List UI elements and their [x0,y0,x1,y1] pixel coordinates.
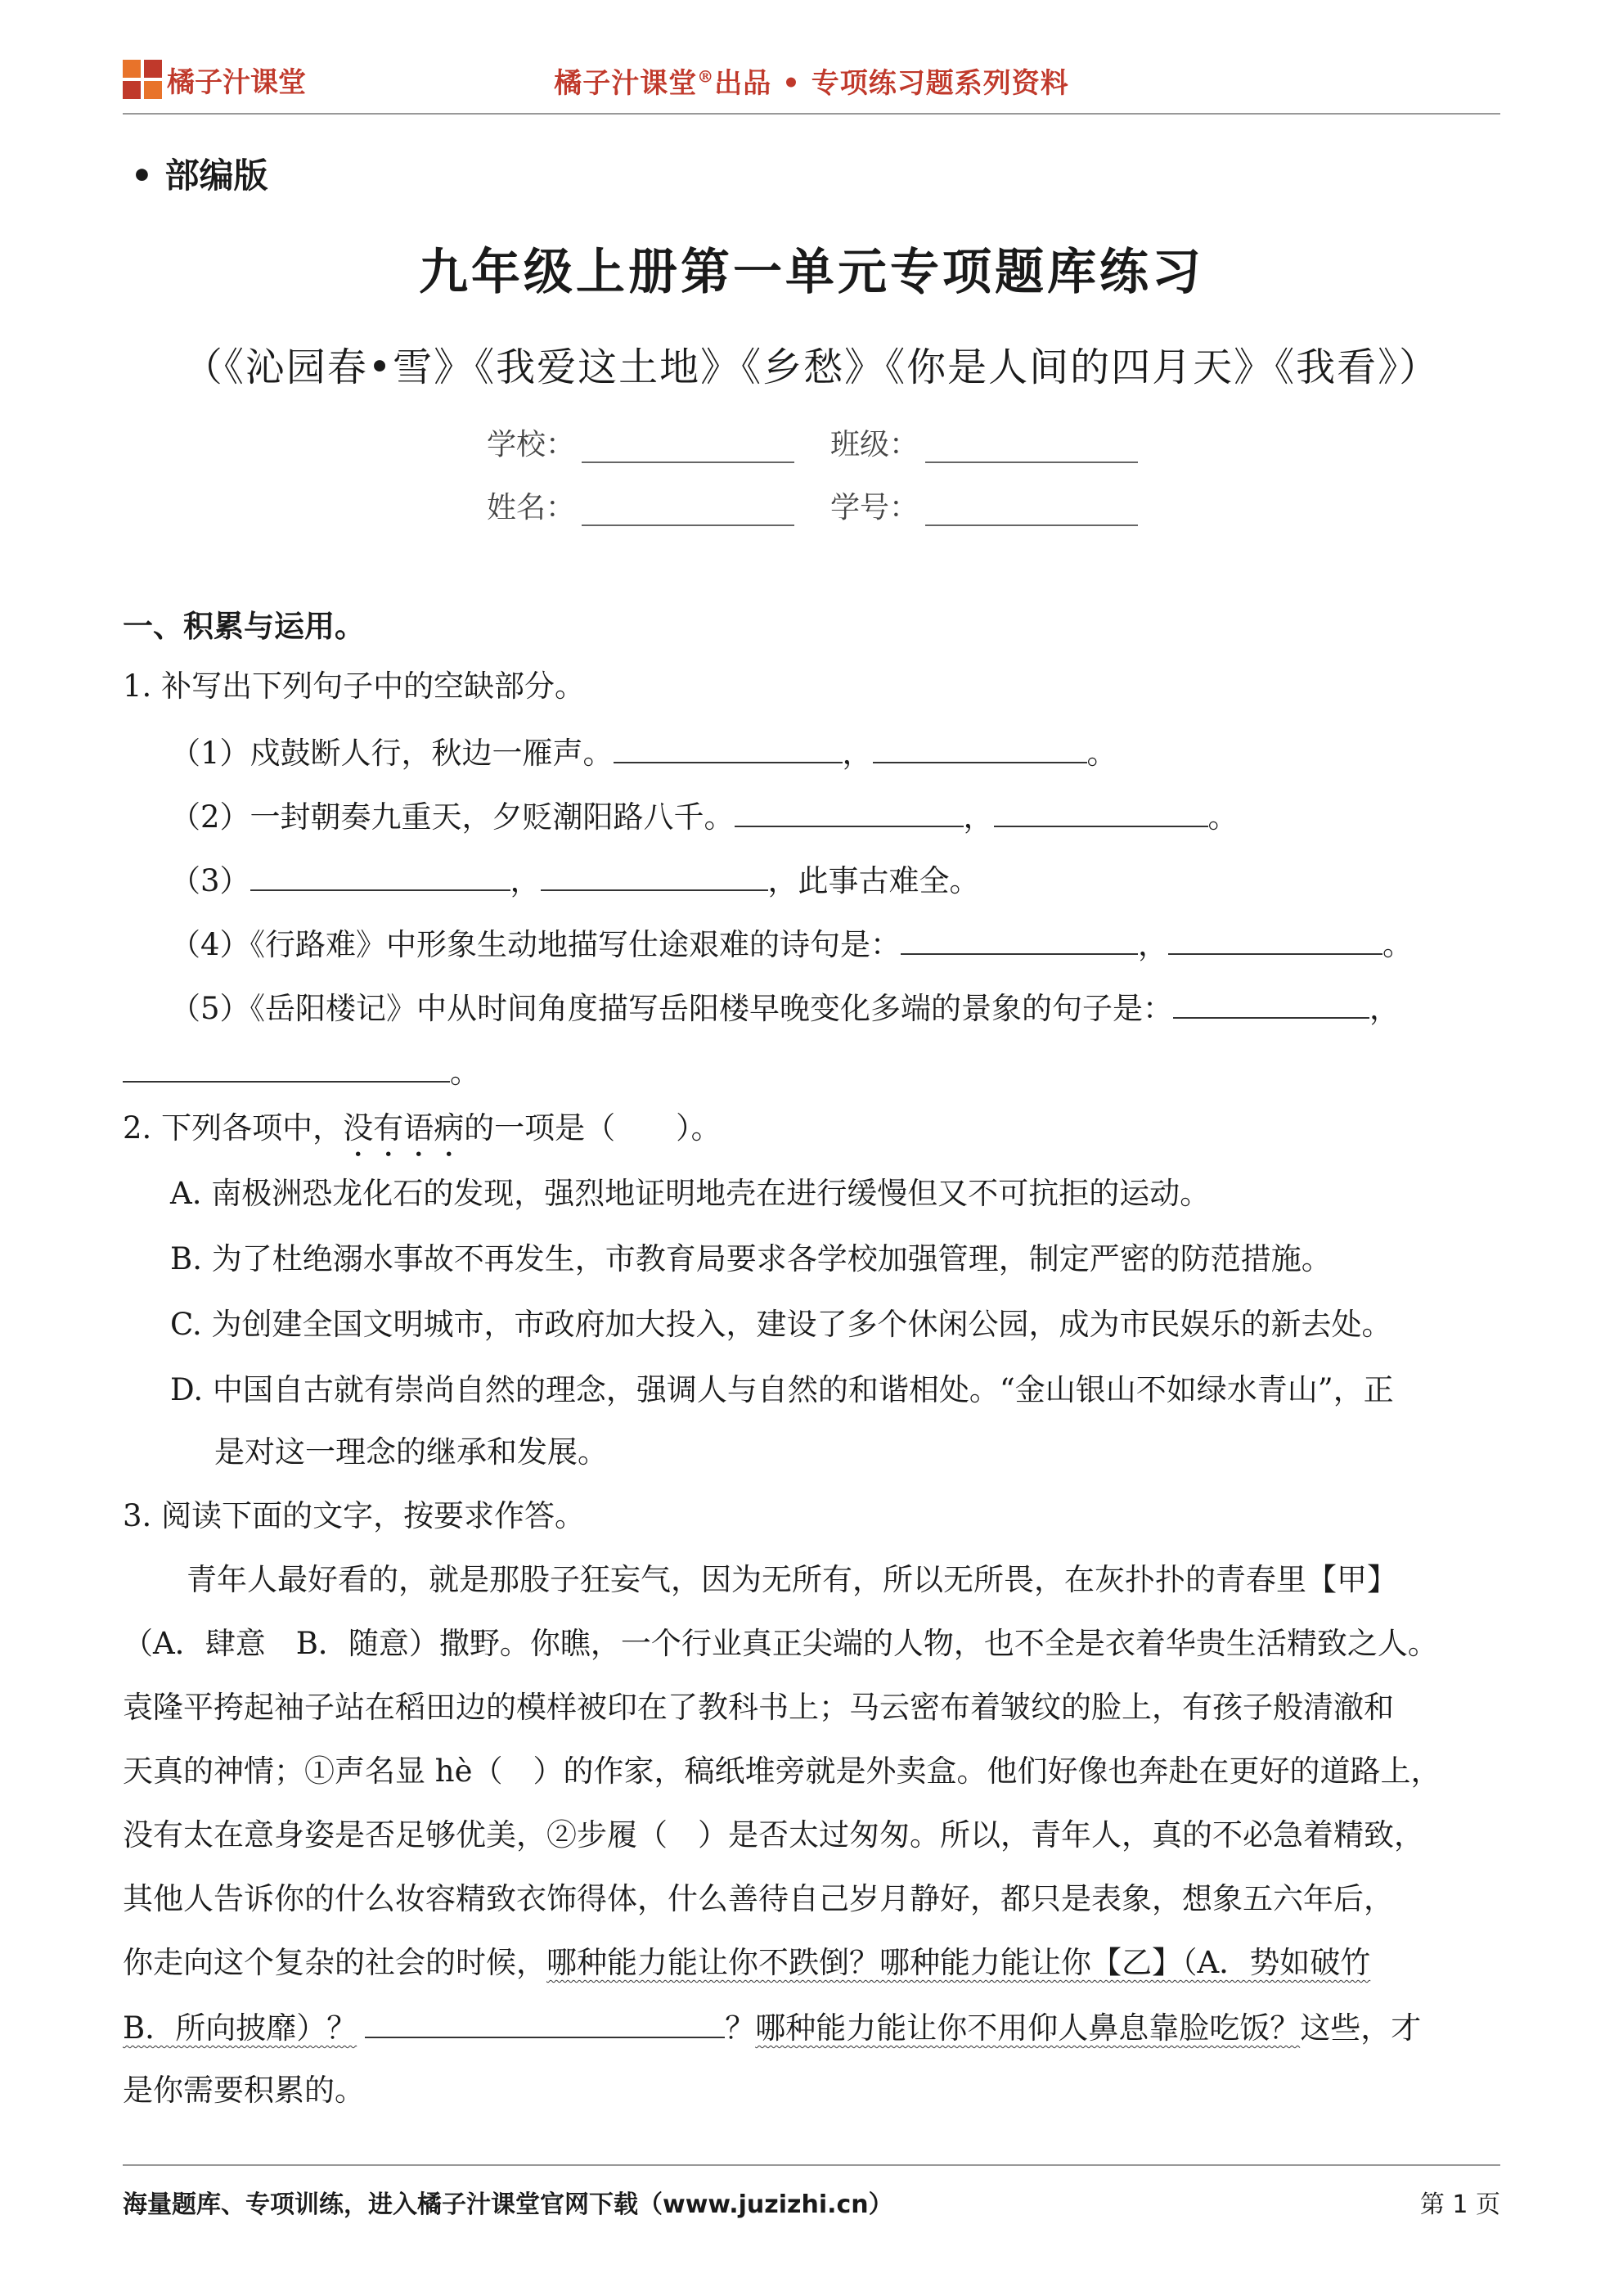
page-subtitle: （《沁园春•雪》《我爱这土地》《乡愁》《你是人间的四月天》《我看》） [182,344,1441,390]
passage-line: 没有太在意身姿是否足够优美，②步履（ ）是否太过匆匆。所以，青年人，真的不必急着精致， [123,1817,1424,1853]
option-d[interactable]: D. 中国自古就有崇尚自然的理念，强调人与自然的和谐相处。“金山银山不如绿水青山”，正 [170,1372,1394,1407]
header-title: 橘子汁课堂®出品 • 专项练习题系列资料 [554,66,1069,100]
answer-blank[interactable] [1168,924,1382,955]
passage-line: 你走向这个复杂的社会的时候，哪种能力能让你不跌倒？哪种能力能让你【乙】（A．势如破竹 [123,1945,1371,1980]
page-footer [123,2164,1500,2219]
answer-blank[interactable] [873,732,1087,763]
option-d-cont: 是对这一理念的继承和发展。 [214,1434,608,1470]
page-title: 九年级上册第一单元专项题库练习 [419,244,1204,301]
question-1-item-5: （5）《岳阳楼记》中从时间角度描写岳阳楼早晚变化多端的景象的句子是： ， [170,988,1400,1029]
footer-link-text[interactable]: 海量题库、专项训练，进入橘子汁课堂官网下载（www.juzizhi.cn） [123,2190,893,2219]
passage-line: 是你需要积累的。 [123,2073,365,2108]
answer-blank[interactable] [541,860,768,891]
question-1-item-4: （4）《行路难》中形象生动地描写仕途艰难的诗句是： ， 。 [170,924,1413,965]
question-1-item-5-cont: 。 [123,1051,480,1092]
question-1-item-3: （3） ， ，此事古难全。 [170,860,980,901]
passage-line: 天真的神情；①声名显 hè（ ）的作家，稿纸堆旁就是外卖盒。他们好像也奔赴在更好的道路上， [123,1754,1441,1789]
question-1-stem: 1. 补写出下列句子中的空缺部分。 [123,669,586,704]
section-heading: 一、积累与运用。 [123,609,365,644]
answer-blank[interactable] [994,796,1208,827]
question-2-stem: 2. 下列各项中，没有语病的一项是（ ）。 [123,1110,722,1146]
school-field[interactable]: 学校： [487,421,794,463]
option-c[interactable]: C. 为创建全国文明城市，市政府加大投入，建设了多个休闲公园，成为市民娱乐的新去处。 [170,1307,1392,1342]
page-number: 第 1 页 [1419,2190,1500,2219]
logo-text: 橘子汁课堂 [167,65,306,99]
passage-line: 青年人最好看的，就是那股子狂妄气，因为无所有，所以无所畏，在灰扑扑的青春里【甲】 [187,1562,1397,1597]
page-header [123,49,1500,115]
edition-label: • 部编版 [131,155,268,196]
passage-line: 袁隆平挎起袖子站在稻田边的模样被印在了教科书上；马云密布着皱纹的脸上，有孩子般清澈和 [123,1690,1394,1725]
passage-line: B．所向披靡）？ ？哪种能力能让你不用仰人鼻息靠脸吃饭？这些，才 [123,2007,1421,2048]
student-number-field[interactable]: 学号： [830,484,1138,526]
answer-blank[interactable] [614,732,843,763]
answer-blank[interactable] [365,2007,725,2038]
answer-blank[interactable] [735,796,964,827]
answer-blank[interactable] [1173,988,1369,1019]
passage-line: （A．肆意 B．随意）撒野。你瞧，一个行业真正尖端的人物，也不全是衣着华贵生活精致之人。 [123,1626,1438,1661]
question-3-stem: 3. 阅读下面的文字，按要求作答。 [123,1498,586,1533]
answer-blank[interactable] [250,860,510,891]
answer-blank[interactable] [901,924,1138,955]
option-b[interactable]: B. 为了杜绝溺水事故不再发生，市教育局要求各学校加强管理，制定严密的防范措施。 [170,1241,1332,1276]
passage-line: 其他人告诉你的什么妆容精致衣饰得体，什么善待自己岁月静好，都只是表象，想象五六年后， [123,1881,1394,1916]
option-a[interactable]: A. 南极洲恐龙化石的发现，强烈地证明地壳在进行缓慢但又不可抗拒的运动。 [170,1176,1211,1211]
name-field[interactable]: 姓名： [487,484,794,526]
question-1-item-2: （2）一封朝奏九重天，夕贬潮阳路八千。 ， 。 [170,796,1239,837]
class-field[interactable]: 班级： [830,421,1138,463]
question-1-item-1: （1）戍鼓断人行，秋边一雁声。 ， 。 [170,732,1117,773]
answer-blank[interactable] [123,1051,450,1083]
